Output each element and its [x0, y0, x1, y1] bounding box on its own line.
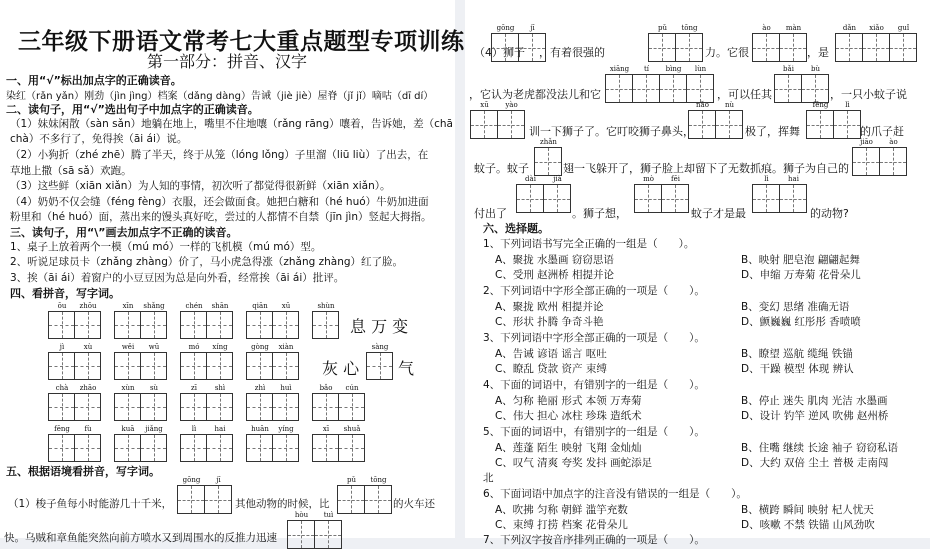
pinyin-syllable: bìng	[665, 65, 682, 73]
pinyin-syllable: lì	[191, 425, 197, 433]
pinyin-syllable: gōng	[496, 24, 515, 32]
pinyin-syllable: lì	[845, 101, 850, 109]
pinyin-syllable: jiǎng	[145, 425, 163, 433]
writing-cell[interactable]	[880, 148, 907, 175]
writing-cell[interactable]	[181, 353, 207, 379]
pinyin-syllable: fēng	[812, 101, 829, 109]
writing-cell[interactable]	[519, 34, 546, 61]
question-text: 2、下列词语中字形全部正确的一项是（ ）。	[483, 285, 705, 297]
writing-cell[interactable]	[834, 111, 861, 138]
section-5-text: 其他动物的时候，比	[235, 498, 330, 510]
q4-text: ，有着很强的	[539, 46, 605, 59]
writing-cell[interactable]	[498, 111, 525, 138]
writing-cell[interactable]	[339, 435, 365, 461]
pinyin-label	[313, 302, 339, 310]
option-d: D、大约 双倍 尘土 普极 走南闯	[741, 457, 889, 469]
pinyin-syllable: xī	[322, 425, 330, 433]
pinyin-syllable: hai	[214, 425, 226, 433]
pinyin-syllable: màn	[785, 24, 802, 32]
writing-grid[interactable]	[634, 175, 689, 213]
document-title: 三年级下册语文常考七大重点题型专项训练	[18, 29, 465, 55]
pinyin-syllable: jī	[216, 476, 221, 484]
pinyin-label	[836, 24, 917, 32]
pinyin-syllable: qiān	[252, 302, 268, 310]
question-text: 4、下面的词语中，有错别字的一组是（ ）。	[483, 379, 705, 391]
writing-cell[interactable]	[75, 312, 101, 338]
writing-cell[interactable]	[535, 148, 562, 175]
pinyin-label	[247, 302, 299, 310]
pinyin-syllable: kuā	[121, 425, 135, 433]
writing-cell[interactable]	[115, 353, 141, 379]
pinyin-label	[49, 343, 101, 351]
pinyin-label	[247, 384, 299, 392]
section-2-heading: 二、读句子，用“√”选出句子中加点字的正确读音。	[6, 103, 259, 116]
writing-cell[interactable]	[633, 75, 660, 102]
section-5-text: （1）梭子鱼每小时能游几十千米，	[8, 498, 173, 510]
writing-cell[interactable]	[471, 111, 498, 138]
pinyin-syllable: cún	[345, 384, 359, 392]
pinyin-syllable: xù	[83, 343, 93, 351]
grid-prefix-text: 灰 心	[322, 359, 360, 378]
writing-cell[interactable]	[606, 75, 633, 102]
writing-cell[interactable]	[313, 435, 339, 461]
writing-grid[interactable]	[312, 425, 365, 462]
pinyin-syllable: ào	[762, 24, 771, 32]
option-b: B、横跨 瞬间 映射 杞人忧天	[741, 504, 874, 516]
pinyin-syllable: jiāo	[860, 138, 873, 146]
writing-cell[interactable]	[315, 521, 342, 548]
grid-suffix-text: 息 万 变	[350, 317, 409, 336]
option-d: D、申缩 万寿菊 花骨朵儿	[741, 269, 861, 281]
pinyin-syllable: dǎn	[842, 24, 857, 32]
q4-text: ，是	[807, 46, 829, 59]
writing-grid[interactable]	[688, 101, 743, 139]
pinyin-label	[181, 425, 233, 433]
pinyin-syllable: xū	[480, 101, 489, 109]
pinyin-label	[288, 511, 342, 519]
option-d: D、设计 钓竿 逆风 吹佛 赵州桥	[741, 410, 889, 422]
pinyin-label	[181, 302, 233, 310]
writing-cell[interactable]	[853, 148, 880, 175]
section-3-line: 1、桌子上放着两个一模（mú mó）一样的飞机模（mú mó）型。	[10, 241, 322, 253]
q4-text: 训一下狮子了。它叮咬狮子鼻头，	[529, 125, 694, 138]
writing-cell[interactable]	[288, 521, 315, 548]
writing-cell[interactable]	[338, 486, 365, 513]
writing-cell[interactable]	[687, 75, 714, 102]
writing-cell[interactable]	[49, 353, 75, 379]
pinyin-syllable: zhāo	[79, 384, 97, 392]
pinyin-label	[517, 175, 571, 183]
pinyin-syllable: fēng	[54, 425, 70, 433]
pinyin-syllable: hai	[788, 175, 799, 183]
q4-text: 。狮子想，	[572, 207, 627, 220]
writing-grid[interactable]	[491, 24, 546, 62]
pinyin-syllable: xíng	[212, 343, 228, 351]
writing-grid[interactable]	[48, 425, 101, 462]
writing-cell[interactable]	[273, 312, 299, 338]
writing-cell[interactable]	[313, 394, 339, 420]
writing-cell[interactable]	[75, 394, 101, 420]
writing-cell[interactable]	[339, 394, 365, 420]
writing-cell[interactable]	[716, 111, 743, 138]
writing-cell[interactable]	[115, 435, 141, 461]
writing-cell[interactable]	[49, 312, 75, 338]
document-page-right	[465, 0, 930, 546]
writing-grid[interactable]	[752, 175, 807, 213]
pinyin-syllable: tōng	[370, 476, 387, 484]
grid-suffix-text: 气	[398, 359, 415, 378]
pinyin-syllable: wū	[148, 343, 160, 351]
writing-cell[interactable]	[313, 312, 339, 338]
pinyin-syllable: jī	[530, 24, 535, 32]
section-1-heading: 一、用“√”标出加点字的正确读音。	[6, 74, 182, 87]
pinyin-label	[853, 138, 907, 146]
writing-grid[interactable]	[287, 511, 342, 549]
q4-text: 的爪子赶	[860, 125, 904, 138]
option-c: C、瞭乱 贷款 资产 束缚	[495, 363, 607, 375]
pinyin-syllable: tuì	[323, 511, 334, 519]
option-c: C、伟大 担心 冰柱 珍珠 造纸术	[495, 410, 642, 422]
writing-cell[interactable]	[141, 312, 167, 338]
q4-text: 的动物?	[810, 207, 849, 220]
pinyin-syllable: nù	[724, 101, 735, 109]
question-text: 5、下面的词语中，有错别字的一组是（ ）。	[483, 426, 705, 438]
pinyin-syllable: shuǎ	[343, 425, 361, 433]
writing-cell[interactable]	[775, 75, 802, 102]
option-d: D、干躁 模型 体现 辨认	[741, 363, 854, 375]
writing-cell[interactable]	[75, 353, 101, 379]
option-c: C、束缚 打捞 档案 花骨朵儿	[495, 519, 628, 531]
pinyin-syllable: ào	[889, 138, 898, 146]
writing-cell[interactable]	[205, 486, 232, 513]
pinyin-syllable: zhǎn	[540, 138, 557, 146]
section-3-line: 2、听说足球员卡（zhǎng zhàng）价了，马小虎急得涨（zhǎng zhàng）红了脸。	[10, 256, 404, 268]
writing-grid[interactable]	[312, 384, 365, 421]
pinyin-syllable: guǐ	[897, 24, 910, 32]
pinyin-label	[115, 425, 167, 433]
writing-cell[interactable]	[247, 353, 273, 379]
writing-grid[interactable]	[752, 24, 807, 62]
pinyin-label	[338, 476, 392, 484]
section-2-line: （4）奶奶不仅会缝（féng fèng）衣服，还会做面食。她把白糖和（hé huó）牛奶加进面	[10, 196, 429, 208]
writing-cell[interactable]	[492, 34, 519, 61]
section-3-line: 3、挨（āi ái）着窗户的小豆豆因为总是向外看，经常挨（āi ái）批评。	[10, 272, 345, 284]
writing-cell[interactable]	[635, 185, 662, 212]
pinyin-syllable: hòu	[294, 511, 309, 519]
pinyin-syllable: chà	[55, 384, 69, 392]
pinyin-syllable: zī	[191, 384, 197, 392]
pinyin-syllable: sù	[149, 384, 159, 392]
pinyin-syllable: jì	[59, 343, 65, 351]
writing-grid[interactable]	[774, 65, 829, 103]
section-1-line: 染红（rǎn yǎn）刚劲（jìn jìng）档案（dǎng dàng）告诫（jiè jiè）屋脊（jǐ jǐ）嘀咕（dī dí）	[6, 91, 434, 102]
writing-grid[interactable]	[114, 343, 167, 380]
option-d: D、咳嗽 不禁 铁锚 山风劲吹	[741, 519, 875, 531]
document-page-left	[0, 0, 465, 544]
section-2-line: 草地上撒（sā sǎ）欢跑。	[10, 165, 132, 177]
pinyin-syllable: xū	[281, 302, 291, 310]
writing-cell[interactable]	[181, 394, 207, 420]
writing-cell[interactable]	[676, 34, 703, 61]
writing-cell[interactable]	[753, 34, 780, 61]
writing-cell[interactable]	[181, 435, 207, 461]
question-text: 7、下列汉字按音序排列正确的一项是（ ）。	[483, 534, 705, 546]
pinyin-syllable: pǔ	[658, 24, 667, 32]
pinyin-label	[649, 24, 703, 32]
option-a: A、聚拢 水墨画 窃窃思语	[495, 254, 614, 266]
writing-grid[interactable]	[246, 425, 299, 462]
writing-cell[interactable]	[49, 435, 75, 461]
writing-cell[interactable]	[780, 34, 807, 61]
pinyin-syllable: lùn	[694, 65, 707, 73]
option-b: B、停止 迷失 肌肉 光洁 水墨画	[741, 395, 888, 407]
writing-grid[interactable]	[246, 343, 299, 380]
writing-grid[interactable]	[835, 24, 917, 62]
option-wrap: 北	[483, 472, 494, 484]
writing-cell[interactable]	[181, 312, 207, 338]
writing-cell[interactable]	[365, 486, 392, 513]
pinyin-syllable: yíng	[278, 425, 294, 433]
option-a: A、莲蓬 陌生 映射 飞翔 金灿灿	[495, 442, 642, 454]
option-a: A、吹拂 匀称 朝鲜 滥竽充数	[495, 504, 628, 516]
pinyin-label	[247, 343, 299, 351]
pinyin-label	[49, 425, 101, 433]
option-b: B、住嘴 继续 长途 袖子 窃窃私语	[741, 442, 899, 454]
writing-grid[interactable]	[246, 384, 299, 421]
section-2-line: （3）这些鲜（xiān xiǎn）为人知的事情，初次听了都觉得很新鲜（xiān xiǎn）。	[10, 180, 391, 192]
pinyin-label	[49, 384, 101, 392]
writing-cell[interactable]	[141, 394, 167, 420]
pinyin-syllable: zhōu	[79, 302, 97, 310]
writing-cell[interactable]	[247, 435, 273, 461]
q4-text: 力。它很	[705, 46, 749, 59]
writing-cell[interactable]	[115, 394, 141, 420]
writing-cell[interactable]	[273, 394, 299, 420]
option-b: B、瞭望 巡航 缆绳 铁锚	[741, 348, 853, 360]
pinyin-syllable: mò	[643, 175, 654, 183]
q4-text: ，可以任其	[717, 88, 772, 101]
option-b: B、映射 肥皂泡 翩翩起舞	[741, 254, 860, 266]
option-c: C、叹气 清爽 夸奖 发抖 画蛇添足	[495, 457, 653, 469]
question-text: 6、下面词语中加点字的注音没有错误的一组是（ ）。	[483, 488, 747, 500]
option-c: C、受刑 赵洲桥 相提并论	[495, 269, 615, 281]
q4-text: ，一只小蚊子说	[830, 88, 907, 101]
pinyin-label	[753, 175, 807, 183]
pinyin-syllable: tí	[643, 65, 650, 73]
pinyin-label	[115, 343, 167, 351]
pinyin-syllable: bù	[811, 65, 820, 73]
pinyin-syllable: tōng	[681, 24, 698, 32]
pinyin-label	[635, 175, 689, 183]
pinyin-syllable: bǎi	[783, 65, 794, 73]
writing-cell[interactable]	[802, 75, 829, 102]
writing-cell[interactable]	[367, 353, 393, 379]
writing-cell[interactable]	[49, 394, 75, 420]
writing-cell[interactable]	[207, 435, 233, 461]
writing-cell[interactable]	[836, 34, 863, 61]
pinyin-label	[181, 384, 233, 392]
pinyin-syllable: jià	[553, 175, 562, 183]
pinyin-syllable: dài	[525, 175, 536, 183]
question-text: 1、下列词语书写完全正确的一组是（ ）。	[483, 238, 695, 250]
pinyin-label	[115, 384, 167, 392]
writing-grid[interactable]	[180, 343, 233, 380]
pinyin-syllable: lì	[764, 175, 769, 183]
pinyin-syllable: yào	[505, 101, 518, 109]
pinyin-syllable: xiǎo	[869, 24, 884, 32]
pinyin-syllable: huì	[280, 384, 292, 392]
q4-text: 极了，挥舞	[745, 125, 800, 138]
writing-grid[interactable]	[177, 476, 232, 514]
writing-grid[interactable]	[337, 476, 392, 514]
writing-cell[interactable]	[662, 185, 689, 212]
pinyin-syllable: xiāng	[609, 65, 630, 73]
pinyin-syllable: chén	[185, 302, 203, 310]
pinyin-syllable: xùn	[121, 384, 135, 392]
writing-grid[interactable]	[114, 302, 167, 339]
pinyin-syllable: fù	[84, 425, 92, 433]
option-a: A、聚拢 欧州 相提并论	[495, 301, 604, 313]
pinyin-label	[689, 101, 743, 109]
section-subtitle: 第一部分：拼音、汉字	[147, 52, 308, 71]
pinyin-label	[115, 302, 167, 310]
pinyin-label	[247, 425, 299, 433]
pinyin-syllable: gòng	[251, 343, 269, 351]
writing-grid[interactable]	[48, 343, 101, 380]
pinyin-syllable: shùn	[317, 302, 335, 310]
writing-grid[interactable]	[48, 384, 101, 421]
writing-cell[interactable]	[207, 312, 233, 338]
pinyin-syllable: shān	[211, 302, 229, 310]
writing-cell[interactable]	[247, 312, 273, 338]
writing-grid[interactable]	[516, 175, 571, 213]
writing-cell[interactable]	[75, 435, 101, 461]
writing-cell[interactable]	[689, 111, 716, 138]
writing-cell[interactable]	[753, 185, 780, 212]
pinyin-label	[181, 343, 233, 351]
pinyin-syllable: fēi	[671, 175, 680, 183]
section-5-text: 的火车还	[393, 498, 435, 510]
pinyin-syllable: huān	[251, 425, 269, 433]
pinyin-label	[49, 302, 101, 310]
option-d: D、颤巍巍 红彤彤 香喷喷	[741, 316, 861, 328]
pinyin-syllable: shǎng	[143, 302, 165, 310]
section-2-line: （2）小狗折（zhé zhē）腾了半天，终于从笼（lóng lǒng）子里溜（liū liù）了出去，在	[10, 149, 429, 161]
section-5-text: 快。乌贼和章鱼能突然向前方喷水又到周围水的反推力迅速	[4, 532, 277, 544]
pinyin-label	[367, 343, 393, 351]
section-2-line: 粉里和（hé huó）面，蒸出来的馒头真好吃，尝过的人都情不自禁（jīn jìn）竖起大拇指。	[10, 211, 432, 223]
section-5-heading: 五、根据语境看拼音，写字词。	[6, 465, 160, 478]
pinyin-syllable: mó	[188, 343, 200, 351]
pinyin-syllable: nǎo	[696, 101, 709, 109]
pinyin-label	[313, 384, 365, 392]
pinyin-label	[178, 476, 232, 484]
pinyin-syllable: zhì	[254, 384, 266, 392]
writing-cell[interactable]	[780, 185, 807, 212]
pinyin-syllable: pǔ	[347, 476, 356, 484]
writing-grid[interactable]	[246, 302, 299, 339]
writing-cell[interactable]	[207, 353, 233, 379]
writing-cell[interactable]	[115, 312, 141, 338]
writing-cell[interactable]	[141, 435, 167, 461]
pinyin-syllable: xiàn	[278, 343, 294, 351]
writing-grid[interactable]	[180, 425, 233, 462]
writing-grid[interactable]	[852, 138, 907, 176]
writing-grid[interactable]	[312, 302, 339, 339]
writing-cell[interactable]	[273, 435, 299, 461]
q4-text: 翅一飞躲开了，狮子脸上却留下了无数抓痕。狮子为自己的	[563, 162, 849, 175]
q4-text: 付出了	[474, 207, 507, 220]
pinyin-label	[535, 138, 562, 146]
q4-text: （4）狮子	[474, 46, 525, 59]
pinyin-syllable: gōng	[182, 476, 201, 484]
pinyin-syllable: wěi	[121, 343, 135, 351]
section-3-heading: 三、读句子，用“\”画去加点字不正确的读音。	[10, 226, 238, 239]
option-a: A、匀称 艳丽 形式 本领 万寿菊	[495, 395, 642, 407]
pinyin-syllable: xīn	[122, 302, 134, 310]
writing-cell[interactable]	[863, 34, 890, 61]
writing-cell[interactable]	[649, 34, 676, 61]
writing-cell[interactable]	[207, 394, 233, 420]
writing-grid[interactable]	[48, 302, 101, 339]
writing-grid[interactable]	[806, 101, 861, 139]
section-2-line: chà）不多行了，免得挨（āi ái）说。	[10, 133, 188, 145]
writing-grid[interactable]	[605, 65, 714, 103]
writing-grid[interactable]	[534, 138, 562, 176]
section-4-heading: 四、看拼音，写字词。	[10, 287, 120, 300]
writing-cell[interactable]	[178, 486, 205, 513]
option-c: C、形状 扑腾 争奇斗艳	[495, 316, 604, 328]
writing-grid[interactable]	[180, 384, 233, 421]
writing-grid[interactable]	[470, 101, 525, 139]
pinyin-syllable: ōu	[57, 302, 67, 310]
writing-grid[interactable]	[114, 425, 167, 462]
writing-cell[interactable]	[660, 75, 687, 102]
writing-grid[interactable]	[180, 302, 233, 339]
option-b: B、变幻 思绪 准确无语	[741, 301, 850, 313]
q4-text: 蚊子才是最	[691, 207, 746, 220]
writing-cell[interactable]	[517, 185, 544, 212]
writing-grid[interactable]	[648, 24, 703, 62]
writing-cell[interactable]	[544, 185, 571, 212]
writing-cell[interactable]	[247, 394, 273, 420]
pinyin-syllable: sàng	[371, 343, 389, 351]
pinyin-label	[775, 65, 829, 73]
question-text: 3、下列词语中字形全部正确的一项是（ ）。	[483, 332, 705, 344]
pinyin-label	[471, 101, 525, 109]
writing-cell[interactable]	[807, 111, 834, 138]
writing-cell[interactable]	[141, 353, 167, 379]
pinyin-label	[492, 24, 546, 32]
writing-grid[interactable]	[114, 384, 167, 421]
writing-cell[interactable]	[273, 353, 299, 379]
pinyin-label	[753, 24, 807, 32]
pinyin-label	[606, 65, 714, 73]
section-6-heading: 六、选择题。	[483, 222, 549, 235]
pinyin-syllable: bǎo	[319, 384, 333, 392]
q4-text: 蚊子。蚊子	[474, 162, 529, 175]
option-a: A、告诫 谚语 谣言 呕吐	[495, 348, 607, 360]
q4-text: ，它认为老虎都没法儿和它	[469, 88, 601, 101]
section-2-line: （1）妹妹闲散（sàn sǎn）地躺在地上，嘴里不住地嚷（rǎng rāng）嚷着，告诉她，差（chā	[10, 118, 453, 130]
pinyin-syllable: shì	[214, 384, 226, 392]
pinyin-label	[807, 101, 861, 109]
writing-grid[interactable]	[366, 343, 393, 380]
writing-cell[interactable]	[890, 34, 917, 61]
pinyin-label	[313, 425, 365, 433]
